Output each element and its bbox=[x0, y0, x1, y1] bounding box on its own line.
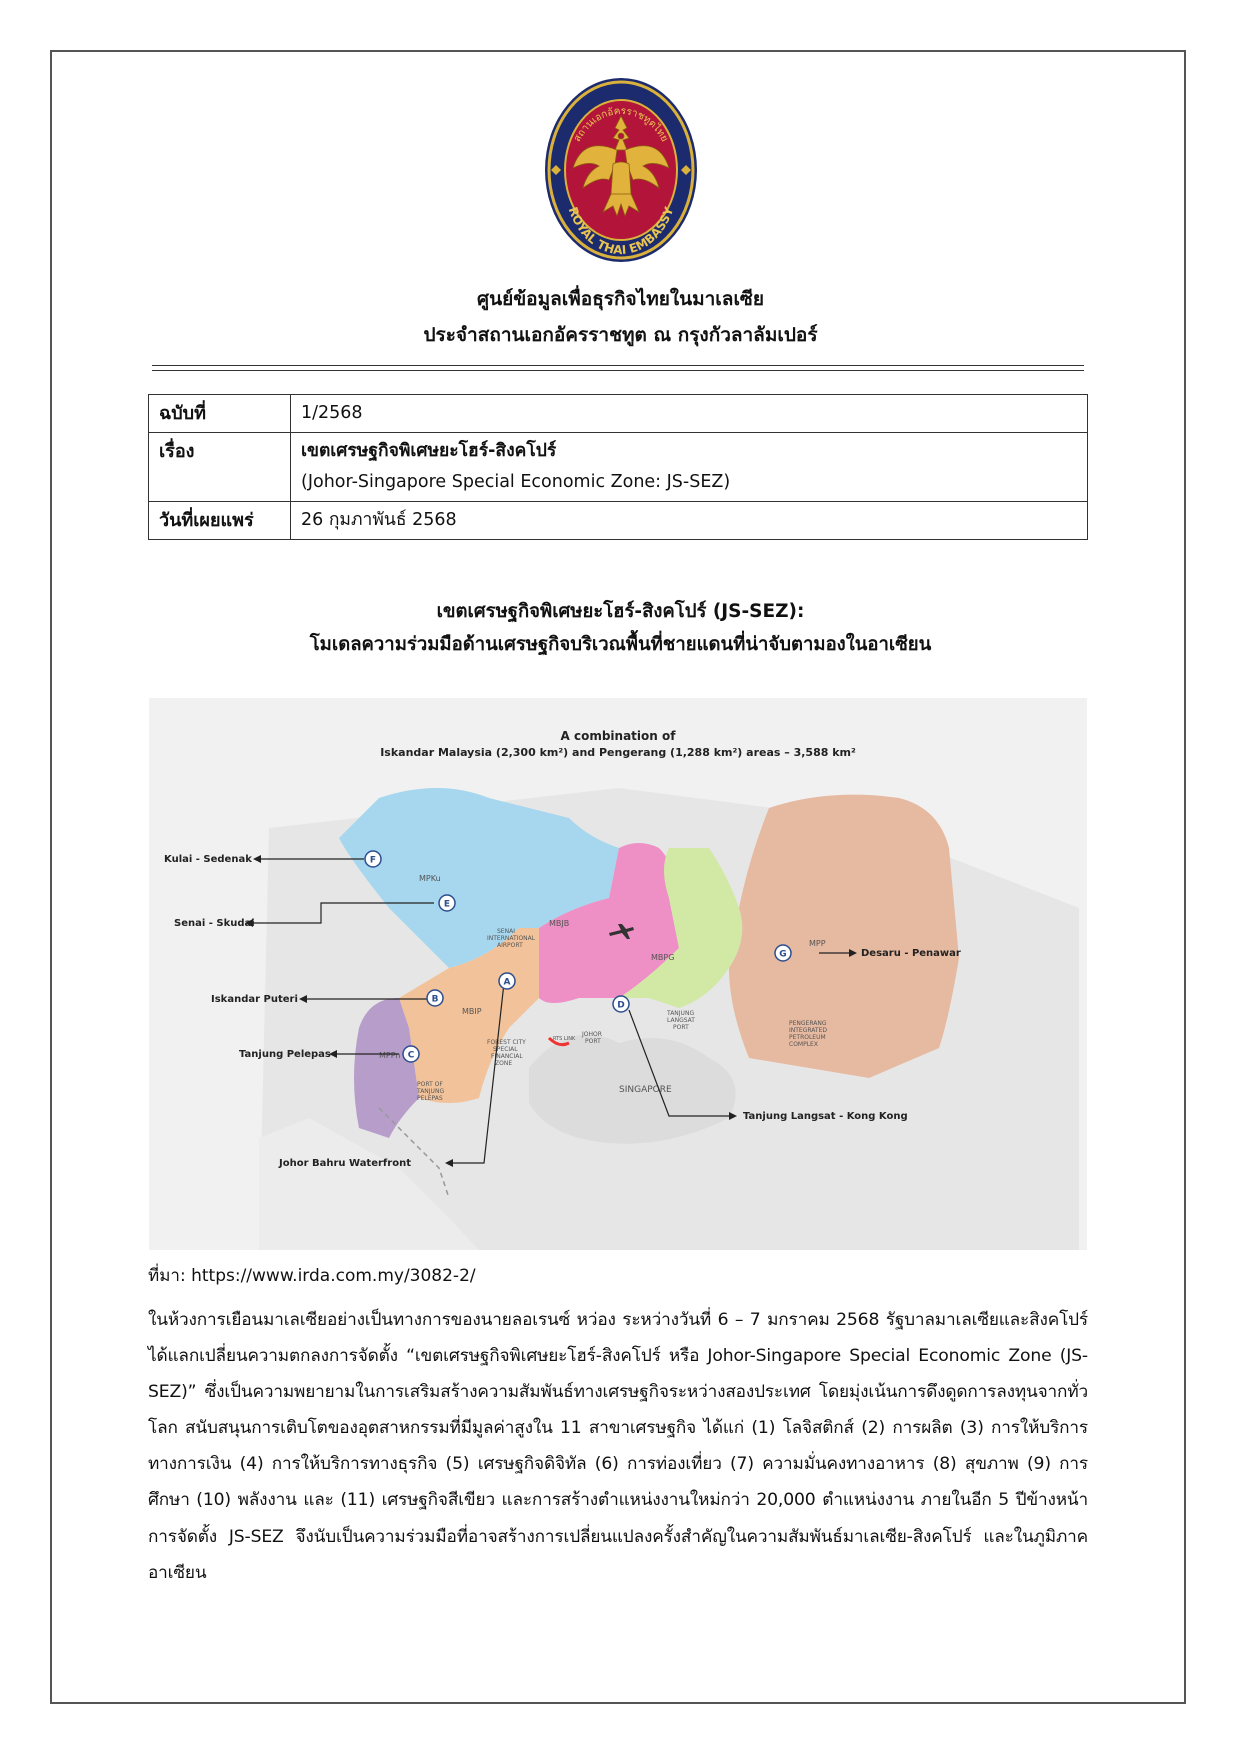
svg-text:C: C bbox=[407, 1050, 415, 1061]
label-pipc-3: PETROLEUM bbox=[789, 1034, 826, 1041]
subject-value bbox=[291, 433, 1088, 502]
callout-desaru: Desaru - Penawar bbox=[861, 948, 961, 959]
double-rule-top bbox=[152, 365, 1084, 366]
label-forest-3: FINANCIAL bbox=[491, 1053, 523, 1060]
label-forest-2: SPECIAL bbox=[493, 1046, 518, 1053]
label-port-tp-1: PORT OF bbox=[417, 1081, 443, 1088]
label-johor-port-1: JOHOR bbox=[582, 1031, 602, 1038]
date-value: 26 กุมภาพันธ์ 2568 bbox=[291, 502, 1088, 540]
label-pipc-1: PENGERANG bbox=[789, 1020, 827, 1027]
label-johor-port-2: PORT bbox=[585, 1038, 601, 1045]
marker-c bbox=[403, 1046, 419, 1062]
subject-value-th: เขตเศรษฐกิจพิเศษยะโฮร์-สิงคโปร์ bbox=[301, 441, 557, 461]
label-pipc-2: INTEGRATED bbox=[789, 1027, 828, 1034]
body-paragraph: ในห้วงการเยือนมาเลเซียอย่างเป็นทางการของนายลอเรนซ์ หว่อง ระหว่างวันที่ 6 – 7 มกราคม 2568 รัฐบาลมาเลเซียและสิงคโปร์ได้แลกเปลี่ยนความตกลงการจัดตั้ง “เขตเศรษฐกิจพิเศษยะโฮร์-สิงคโปร์ หรือ Johor-Singapore Special Economic Zone (JS-SEZ)” ซึ่งเป็นความพยายามในการเสริมสร้างความสัมพันธ์ทางเศรษฐกิจระหว่างสองประเทศ โดยมุ่งเน้นการดึงดูดการลงทุนจากทั่วโลก สนับสนุนการเติบโตของอุตสาหกรรมที่มีมูลค่าสูงใน 11 สาขาเศรษฐกิจ ได้แก่ (1) โลจิสติกส์ (2) การผลิต (3) การให้บริการทางการเงิน (4) การให้บริการทางธุรกิจ (5) เศรษฐกิจดิจิทัล (6) การท่องเที่ยว (7) ความมั่นคงทางอาหาร (8) สุขภาพ (9) การศึกษา (10) พลังงาน และ (11) เศรษฐกิจสีเขียว และการสร้างตำแหน่งงานใหม่กว่า 20,000 ตำแหน่งงาน ภายในอีก 5 ปีข้างหน้า การจัดตั้ง JS-SEZ จึงนับเป็นความร่วมมือที่อาจสร้างการเปลี่ยนแปลงครั้งสำคัญในความสัมพันธ์มาเลเซีย-สิงคโปร์ และในภูมิภาคอาเซียน bbox=[148, 1310, 1088, 1583]
org-name: ศูนย์ข้อมูลเพื่อธุรกิจไทยในมาเลเซีย bbox=[477, 288, 764, 310]
map-title-line1: A combination of bbox=[560, 729, 676, 743]
callout-senai: Senai - Skudai bbox=[174, 918, 255, 929]
callout-kulai: Kulai - Sedenak bbox=[164, 854, 252, 865]
label-singapore: SINGAPORE bbox=[619, 1085, 672, 1095]
article-heading-line1: เขตเศรษฐกิจพิเศษยะโฮร์-สิงคโปร์ (JS-SEZ): bbox=[436, 601, 805, 622]
svg-text:B: B bbox=[431, 994, 439, 1005]
label-tl-port-3: PORT bbox=[673, 1024, 689, 1031]
meta-row-issue bbox=[149, 395, 1088, 433]
marker-f bbox=[365, 851, 381, 867]
date-label: วันที่เผยแพร่ bbox=[149, 502, 291, 540]
subject-value-en: (Johor-Singapore Special Economic Zone: JS-SEZ) bbox=[301, 472, 731, 492]
label-mbip: MBIP bbox=[462, 1007, 482, 1016]
callout-waterfront: Johor Bahru Waterfront bbox=[279, 1158, 411, 1169]
issue-label: ฉบับที่ bbox=[149, 395, 291, 433]
meta-row-date bbox=[149, 502, 1088, 540]
label-mbpg: MBPG bbox=[651, 953, 675, 962]
meta-row-subject bbox=[149, 433, 1088, 502]
label-port-tp-3: PELEPAS bbox=[417, 1095, 443, 1102]
label-pipc-4: COMPLEX bbox=[789, 1041, 818, 1048]
svg-text:A: A bbox=[503, 977, 511, 988]
marker-d bbox=[613, 996, 629, 1012]
callout-puteri: Iskandar Puteri bbox=[211, 994, 298, 1005]
marker-e bbox=[439, 895, 455, 911]
article-heading-line2: โมเดลความร่วมมือด้านเศรษฐกิจบริเวณพื้นที่ชายแดนที่น่าจับตามองในอาเซียน bbox=[309, 634, 932, 655]
double-rule-bottom bbox=[152, 370, 1084, 371]
region-mpp bbox=[729, 795, 959, 1078]
svg-text:G: G bbox=[779, 949, 787, 960]
label-forest-4: ZONE bbox=[495, 1060, 513, 1067]
seal-text-top: สถานเอกอัครราชทูตไทย bbox=[571, 105, 671, 144]
marker-g bbox=[775, 945, 791, 961]
label-mppn: MPPn bbox=[379, 1051, 401, 1060]
label-forest-1: FOREST CITY bbox=[487, 1039, 526, 1046]
org-subname: ประจำสถานเอกอัครราชทูต ณ กรุงกัวลาลัมเปอร์ bbox=[423, 324, 818, 346]
label-mbjb: MBJB bbox=[549, 919, 570, 928]
document-meta-table bbox=[148, 394, 1088, 540]
svg-text:E: E bbox=[443, 899, 451, 910]
label-airport-1: SENAI bbox=[497, 928, 515, 935]
image-source: ที่มา: https://www.irda.com.my/3082-2/ bbox=[148, 1266, 476, 1286]
marker-a bbox=[499, 973, 515, 989]
subject-label: เรื่อง bbox=[149, 433, 291, 502]
callout-langsat: Tanjung Langsat - Kong Kong bbox=[743, 1111, 908, 1122]
issue-value: 1/2568 bbox=[291, 395, 1088, 433]
svg-text:F: F bbox=[369, 855, 377, 866]
label-tl-port-2: LANGSAT bbox=[667, 1017, 695, 1024]
label-port-tp-2: TANJUNG bbox=[417, 1088, 445, 1095]
label-airport-2: INTERNATIONAL bbox=[487, 935, 536, 942]
royal-thai-embassy-seal bbox=[543, 76, 699, 264]
label-tl-port-1: TANJUNG bbox=[667, 1010, 695, 1017]
marker-b bbox=[427, 990, 443, 1006]
label-mpp: MPP bbox=[809, 939, 826, 948]
label-mpku: MPKu bbox=[419, 874, 441, 883]
map-title-line2: Iskandar Malaysia (2,300 km²) and Pengerang (1,288 km²) areas – 3,588 km² bbox=[380, 746, 856, 759]
svg-text:D: D bbox=[617, 1000, 625, 1011]
js-sez-map bbox=[149, 698, 1087, 1250]
label-rts: RTS LINK bbox=[553, 1036, 576, 1042]
label-airport-3: AIRPORT bbox=[497, 942, 523, 949]
callout-pelepas: Tanjung Pelepas bbox=[239, 1049, 331, 1060]
seal-text-bottom: ROYAL THAI EMBASSY bbox=[565, 205, 677, 258]
